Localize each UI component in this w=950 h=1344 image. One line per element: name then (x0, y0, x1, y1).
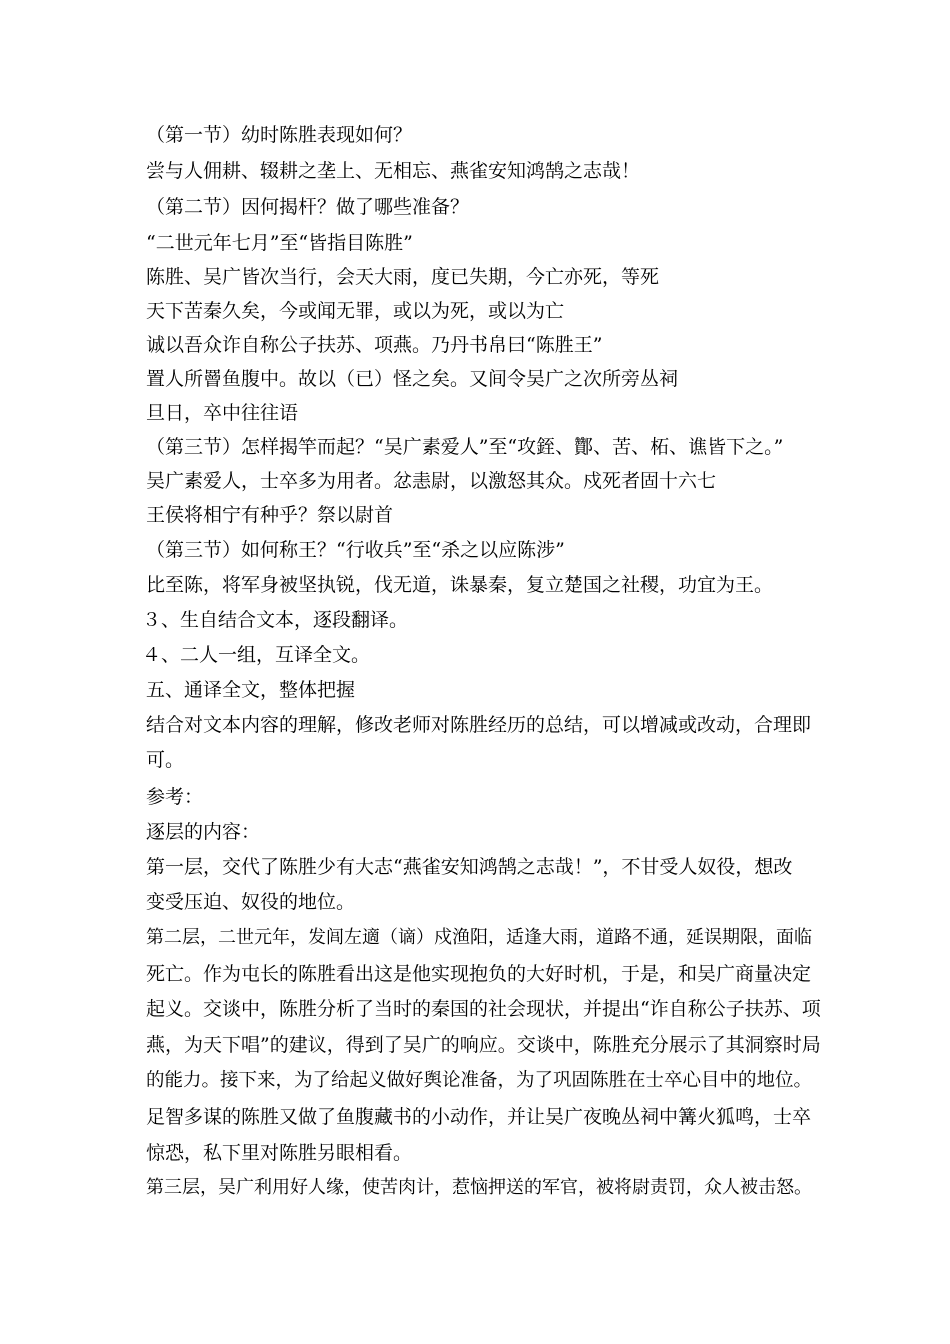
text-line: 吴广素爱人，士卒多为用者。忿恚尉，以激怒其众。戍死者固十六七 (146, 470, 717, 492)
heading-section-2: （第二节）因何揭杆？做了哪些准备？ (146, 196, 470, 218)
layer-2-text: 足智多谋的陈胜又做了鱼腹藏书的小动作，并让吴广夜晚丛祠中篝火狐鸣，士卒 (146, 1106, 812, 1128)
layer-1-text: 第一层，交代了陈胜少有大志“燕雀安知鸿鹄之志哉！”，不甘受人奴役，想改 (146, 856, 793, 878)
layer-2-text: 惊恐，私下里对陈胜另眼相看。 (146, 1142, 413, 1164)
reference-label: 参考： (146, 786, 204, 808)
text-line: 王侯将相宁有种乎？祭以尉首 (146, 504, 394, 526)
heading-part-5: 五、通译全文，整体把握 (146, 679, 356, 701)
text-line: 旦日，卒中往往语 (146, 402, 299, 424)
heading-section-1: （第一节）幼时陈胜表现如何？ (146, 124, 413, 146)
text-line: 天下苦秦久矣，今或闻无罪，或以为死，或以为亡 (146, 300, 565, 322)
step-4: ４、二人一组，互译全文。 (142, 644, 371, 666)
text-line: 比至陈，将军身被坚执锐，伐无道，诛暴秦，复立楚国之社稷，功宜为王。 (146, 574, 774, 596)
text-line: 置人所罾鱼腹中。故以（已）怪之矣。又间令吴广之次所旁丛祠 (146, 368, 679, 390)
layer-2-text: 的能力。接下来，为了给起义做好舆论准备，为了巩固陈胜在士卒心目中的地位。 (146, 1070, 813, 1091)
layer-2-text: 起义。交谈中，陈胜分析了当时的秦国的社会现状，并提出“诈自称公子扶苏、项 (146, 998, 821, 1020)
step-3: ３、生自结合文本，逐段翻译。 (142, 609, 409, 631)
text-line: 结合对文本内容的理解，修改老师对陈胜经历的总结，可以增减或改动，合理即 (146, 714, 812, 736)
layer-2-text: 第二层，二世元年，发闾左適（谪）戍渔阳，适逢大雨，道路不通，延误期限，面临 (146, 927, 812, 948)
text-line: 可。 (146, 749, 185, 771)
heading-section-4: （第三节）如何称王？“行收兵”至“杀之以应陈涉” (146, 539, 565, 561)
text-line: 逐层的内容： (146, 821, 261, 843)
layer-2-text: 死亡。作为屯长的陈胜看出这是他实现抱负的大好时机，于是，和吴广商量决定 (146, 963, 812, 985)
text-line: “二世元年七月”至“皆指目陈胜” (146, 232, 413, 254)
text-line: 陈胜、吴广皆次当行，会天大雨，度已失期，今亡亦死，等死 (146, 266, 660, 288)
heading-section-3: （第三节）怎样揭竿而起？“吴广素爱人”至“攻銍、酇、苦、柘、谯皆下之。” (146, 436, 784, 458)
layer-1-text: 变受压迫、奴役的地位。 (146, 891, 356, 913)
text-line: 诚以吾众诈自称公子扶苏、项燕。乃丹书帛曰“陈胜王” (146, 334, 603, 356)
text-line: 尝与人佣耕、辍耕之垄上、无相忘、燕雀安知鸿鹄之志哉！ (146, 160, 641, 182)
layer-2-text: 燕，为天下唱”的建议，得到了吴广的响应。交谈中，陈胜充分展示了其洞察时局 (146, 1034, 821, 1056)
layer-3-text: 第三层，吴广利用好人缘，使苦肉计，惹恼押送的军官，被将尉责罚，众人被击怒。 (146, 1177, 812, 1198)
